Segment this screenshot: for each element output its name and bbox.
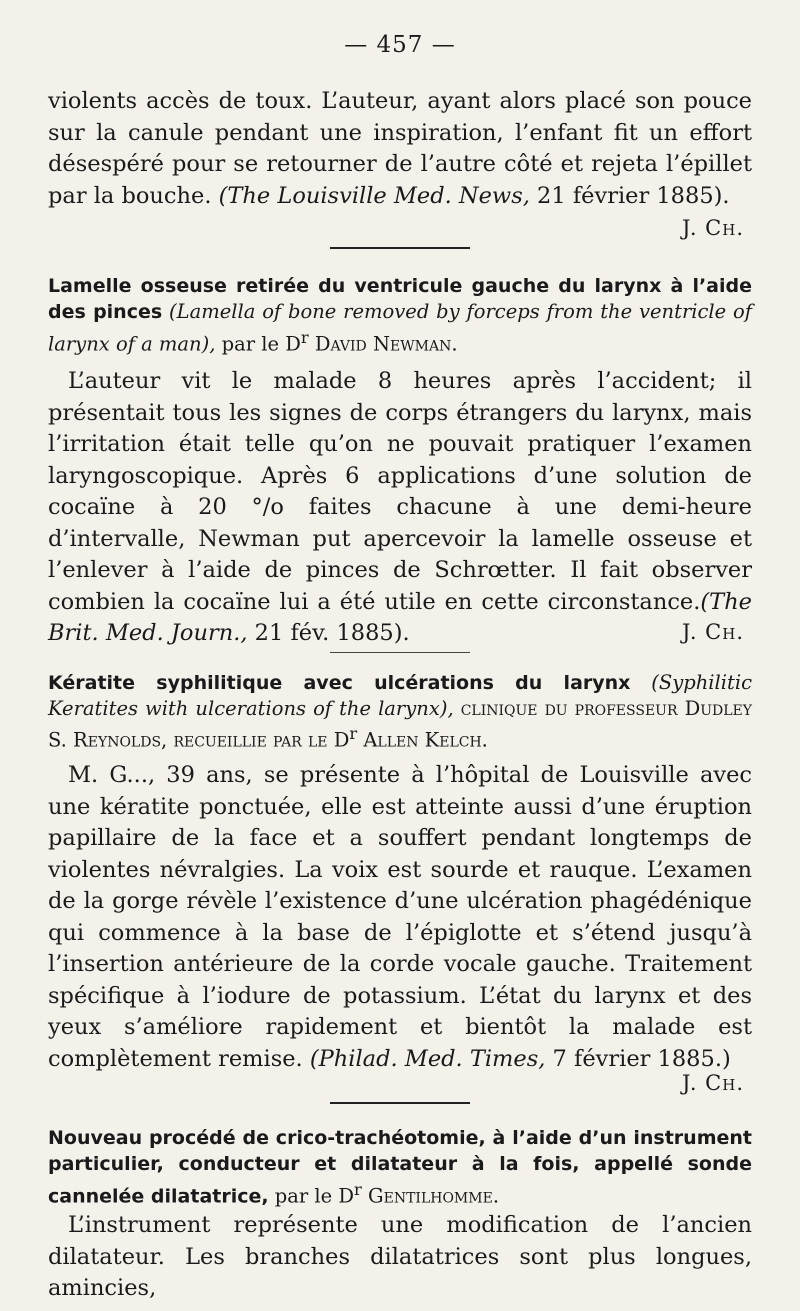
heading-3-author: Gentilhomme. bbox=[361, 1184, 500, 1208]
heading-2-sup: r bbox=[349, 724, 358, 743]
section-divider-2 bbox=[330, 652, 470, 653]
heading-3-sup: r bbox=[354, 1180, 362, 1199]
signature-2: J. Ch. bbox=[682, 620, 744, 644]
heading-2-author: Allen Kelch. bbox=[357, 728, 488, 752]
heading-3-title: Nouveau procédé de crico-trachéotomie, à l’aide d’un instrument particulier, conducteur et dilatateur à la fois, appellé sonde cannelée dilatatrice, bbox=[48, 1127, 752, 1208]
paragraph-3-text: M. G..., 39 ans, se présente à l’hôpital de Louisville avec une kératite ponctuée, elle est atteinte aussi d’une éruption papillaire de la face et a souffert pendant longtemps de violentes névralgies. La voix est sourde et rauque. L’examen de la gorge révèle l’existence d’une ulcération phagédénique qui commence à la base de l’épiglotte et s’étend jusqu’à l’insertion antérieure de la corde vocale gauche. Traitement spécifique à l’iodure de potassium. L’état du larynx et des yeux s’améliore rapidement et bientôt la malade est complètement remise. bbox=[48, 762, 752, 1072]
heading-2-clinic: clinique du professeur Dudley S. Reynolds, recueillie par le D bbox=[48, 697, 752, 752]
heading-3-par: par le D bbox=[268, 1184, 355, 1208]
heading-2-english-title: (Syphilitic Keratites with ulcerations of the larynx), bbox=[48, 671, 752, 720]
section-divider-3 bbox=[330, 1102, 470, 1104]
paragraph-1-citation: (The Louisville Med. News, bbox=[218, 182, 530, 209]
paragraph-3 bbox=[48, 760, 752, 1075]
paragraph-4 bbox=[48, 1210, 752, 1305]
paragraph-1 bbox=[48, 86, 752, 212]
heading-1-english-title: (Lamella of bone removed by forceps from the ventricle of larynx of a man), bbox=[48, 300, 753, 356]
article-heading-1 bbox=[48, 273, 752, 357]
heading-1-par: par le D bbox=[215, 332, 301, 356]
signature-3: J. Ch. bbox=[682, 1071, 744, 1095]
heading-1-sup: r bbox=[300, 328, 309, 347]
paragraph-3-citation: (Philad. Med. Times, bbox=[309, 1045, 546, 1072]
paragraph-2 bbox=[48, 366, 752, 650]
signature-1: J. Ch. bbox=[682, 216, 744, 240]
heading-2-title: Kératite syphilitique avec ulcérations du larynx bbox=[48, 672, 631, 694]
paragraph-2-text: L’auteur vit le malade 8 heures après l’accident; il présentait tous les signes de corps étrangers du larynx, mais l’irritation était telle qu’on ne pouvait pratiquer l’examen laryngoscopique. Après 6 applications d’une solution de cocaïne à 20 °/o faites chacune à une demi-heure d’intervalle, Newman put apercevoir la lamelle osseuse et l’enlever à l’aide de pinces de Schrœtter. Il fait observer combien la cocaïne lui a été utile en cette circonstance. bbox=[48, 368, 752, 615]
paragraph-2-citation: (The Brit. Med. Journ., bbox=[48, 588, 752, 646]
page-number: — 457 — bbox=[344, 32, 456, 58]
paragraph-3-date: 7 février 1885.) bbox=[545, 1045, 731, 1072]
heading-1-title: Lamelle osseuse retirée du ventricule gauche du larynx à l’aide des pinces bbox=[48, 275, 752, 323]
article-heading-3 bbox=[48, 1125, 752, 1210]
paragraph-2-date: 21 fév. 1885). bbox=[247, 620, 410, 646]
section-divider-1 bbox=[330, 247, 470, 249]
heading-1-author: David Newman. bbox=[308, 332, 458, 356]
paragraph-4-text: L’instrument représente une modification de l’ancien dilatateur. Les branches dilatatrices sont plus longues, amincies, bbox=[48, 1212, 752, 1301]
paragraph-1-text: violents accès de toux. L’auteur, ayant alors placé son pouce sur la canule pendant une inspiration, l’enfant fit un effort désespéré pour se retourner de l’autre côté et rejeta l’épillet par la bouche. bbox=[48, 88, 752, 209]
article-heading-2 bbox=[48, 670, 752, 753]
paragraph-1-date: 21 février 1885). bbox=[529, 182, 730, 209]
